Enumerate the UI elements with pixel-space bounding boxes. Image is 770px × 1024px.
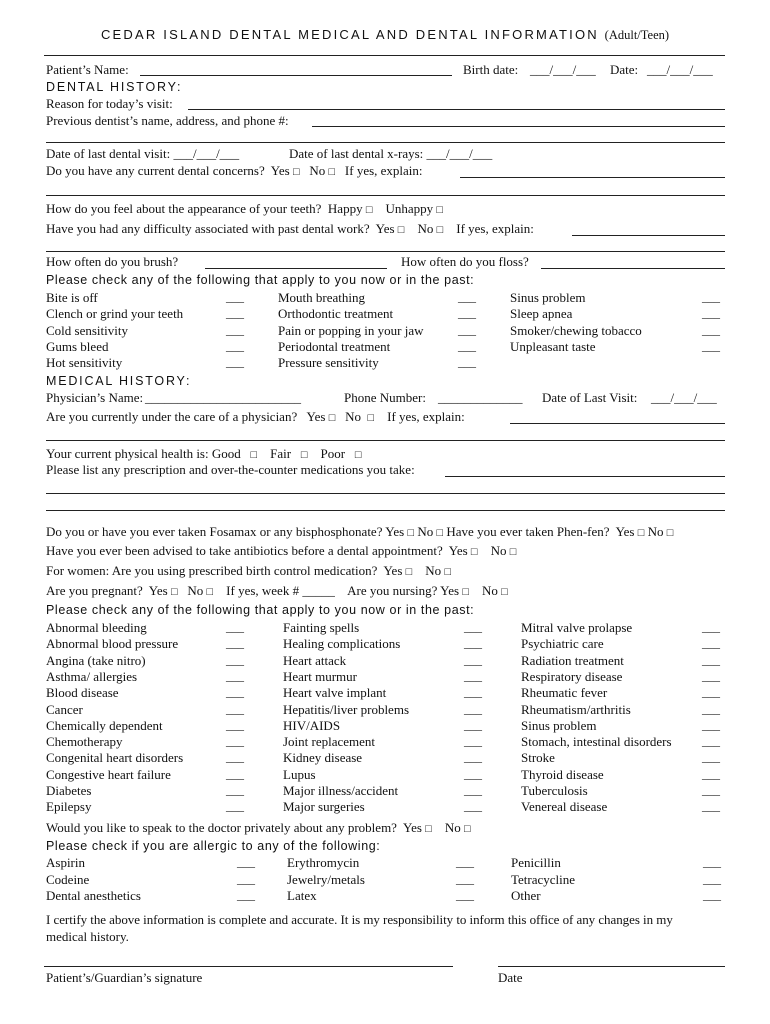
allergy-instruction: Please check if you are allergic to any of the following:: [46, 839, 381, 853]
speak-privately-question: Would you like to speak to the doctor privately about any problem? Yes □ No □: [46, 820, 471, 835]
pregnant-no-checkbox[interactable]: □: [206, 586, 214, 598]
health-fair-checkbox[interactable]: □: [300, 449, 308, 461]
antibiotics-question: Have you ever been advised to take antibiotics before a dental appointment? Yes □ No □: [46, 543, 517, 558]
checklist-item-blank[interactable]: ___: [456, 855, 474, 869]
phone-label: Phone Number:: [344, 390, 426, 405]
physician-name-label: Physician’s Name:: [46, 390, 144, 405]
form-title: CEDAR ISLAND DENTAL MEDICAL AND DENTAL INFORMATION (Adult/Teen): [100, 27, 670, 42]
certification-text-2: medical history.: [46, 929, 129, 944]
patient-name-label: Patient’s Name:: [46, 62, 129, 77]
phenfen-yes-checkbox[interactable]: □: [637, 527, 645, 539]
care-explain-field-2[interactable]: [46, 440, 725, 441]
previous-dentist-field[interactable]: [312, 126, 725, 127]
birth-control-yes-checkbox[interactable]: □: [405, 566, 413, 578]
difficulty-no-checkbox[interactable]: □: [436, 224, 444, 236]
checklist-item-label: Jewelry/metals: [287, 871, 365, 887]
checklist-item-blank[interactable]: ___: [702, 306, 720, 321]
checklist-item-blank[interactable]: ___: [237, 888, 255, 902]
checklist-item-blank[interactable]: ___: [464, 701, 482, 716]
checklist-item-blank[interactable]: ___: [702, 338, 720, 353]
checklist-item-blank[interactable]: ___: [702, 717, 720, 732]
concerns-explain-field-2[interactable]: [46, 195, 725, 196]
checklist-item-blank[interactable]: ___: [458, 355, 476, 370]
checklist-item-label: HIV/AIDS: [283, 717, 341, 733]
checklist-item-label: Clench or grind your teeth: [46, 306, 184, 322]
fosamax-no-checkbox[interactable]: □: [436, 527, 444, 539]
previous-dentist-field-2[interactable]: [46, 142, 725, 143]
checklist-item-label: Congenital heart disorders: [46, 750, 184, 766]
checklist-item-blank[interactable]: ___: [226, 338, 244, 353]
floss-field[interactable]: [541, 268, 725, 269]
speak-yes-checkbox[interactable]: □: [425, 823, 432, 835]
brush-question: How often do you brush?: [46, 254, 179, 269]
checklist-item-blank[interactable]: ___: [226, 799, 244, 814]
date-field[interactable]: ___/___/___: [647, 62, 713, 77]
checklist-item-blank[interactable]: ___: [226, 783, 244, 797]
medications-field[interactable]: [445, 476, 725, 477]
checklist-item-label: Unpleasant taste: [510, 338, 596, 354]
checklist-item-label: Epilepsy: [46, 799, 92, 815]
physical-health-question: Your current physical health is: Good □ Fair □ Poor □: [46, 446, 362, 461]
checklist-item-label: Lupus: [283, 766, 316, 782]
medical-check-instruction: Please check any of the following that apply to you now or in the past:: [46, 603, 475, 617]
checklist-item-label: Bite is off: [46, 290, 98, 305]
checklist-item-blank[interactable]: ___: [458, 338, 476, 353]
checklist-item-label: Major illness/accident: [283, 783, 399, 798]
checklist-item-blank[interactable]: ___: [226, 322, 244, 337]
checklist-item-blank[interactable]: ___: [226, 668, 244, 683]
checklist-item-label: Codeine: [46, 871, 90, 887]
nursing-no-checkbox[interactable]: □: [501, 586, 508, 598]
birth-date-label: Birth date:: [463, 62, 519, 77]
checklist-item-blank[interactable]: ___: [464, 799, 482, 814]
title-rule: [44, 55, 725, 56]
checklist-item-blank[interactable]: ___: [226, 620, 244, 634]
happy-checkbox[interactable]: □: [365, 204, 373, 216]
last-visit-field[interactable]: ___/___/___: [651, 390, 717, 405]
birth-date-field[interactable]: ___/___/___: [530, 62, 596, 77]
checklist-item-label: Mouth breathing: [278, 290, 366, 305]
checklist-item-blank[interactable]: ___: [226, 701, 244, 716]
checklist-item-label: Venereal disease: [521, 799, 608, 815]
phone-field[interactable]: _____________: [438, 390, 523, 405]
checklist-item-label: Periodontal treatment: [278, 338, 391, 354]
checklist-item-label: Other: [511, 888, 541, 903]
checklist-item-label: Sinus problem: [521, 717, 597, 733]
checklist-item-blank[interactable]: ___: [702, 636, 720, 651]
checklist-item-blank[interactable]: ___: [226, 685, 244, 700]
medications-label: Please list any prescription and over-the-counter medications you take:: [46, 462, 415, 477]
checklist-item-blank[interactable]: ___: [458, 322, 476, 337]
checklist-item-blank[interactable]: ___: [226, 734, 244, 749]
medications-field-3[interactable]: [46, 510, 725, 511]
physician-care-question: Are you currently under the care of a physician? Yes □ No □ If yes, explain:: [46, 409, 465, 424]
checklist-item-blank[interactable]: ___: [702, 783, 720, 797]
checklist-item-label: Sleep apnea: [510, 306, 573, 322]
checklist-item-label: Joint replacement: [283, 734, 376, 750]
checklist-item-label: Tetracycline: [511, 871, 576, 887]
checklist-item-blank[interactable]: ___: [702, 668, 720, 683]
checklist-item-label: Heart murmur: [283, 668, 358, 684]
checklist-item-blank[interactable]: ___: [702, 766, 720, 781]
checklist-item-blank[interactable]: ___: [237, 855, 255, 869]
concerns-yes-checkbox[interactable]: □: [292, 166, 300, 178]
checklist-item-blank[interactable]: ___: [456, 871, 474, 886]
checklist-item-blank[interactable]: ___: [464, 685, 482, 700]
last-xrays-field[interactable]: ___/___/___: [426, 146, 493, 161]
fosamax-yes-checkbox[interactable]: □: [407, 527, 415, 539]
checklist-item-label: Chemically dependent: [46, 717, 163, 733]
care-no-checkbox[interactable]: □: [367, 412, 375, 424]
birth-control-question: For women: Are you using prescribed birth control medication? Yes □ No □: [46, 563, 452, 578]
checklist-item-label: Cancer: [46, 701, 83, 717]
health-poor-checkbox[interactable]: □: [354, 449, 362, 461]
checklist-item-blank[interactable]: ___: [702, 685, 720, 700]
appearance-question: How do you feel about the appearance of your teeth? Happy □ Unhappy □: [46, 201, 444, 216]
nursing-yes-checkbox[interactable]: □: [462, 586, 469, 598]
checklist-item-label: Radiation treatment: [521, 652, 624, 668]
checklist-item-label: Gums bleed: [46, 338, 109, 354]
antibiotics-yes-checkbox[interactable]: □: [470, 546, 478, 558]
checklist-item-label: Healing complications: [283, 636, 401, 652]
dental-history-heading: DENTAL HISTORY:: [46, 80, 183, 94]
checklist-item-blank[interactable]: ___: [226, 652, 244, 667]
checklist-item-label: Diabetes: [46, 783, 92, 798]
medications-field-2[interactable]: [46, 493, 725, 494]
checklist-item-label: Mitral valve prolapse: [521, 620, 633, 635]
checklist-item-label: Stomach, intestinal disorders: [521, 734, 672, 750]
checklist-item-label: Pain or popping in your jaw: [278, 322, 424, 338]
checklist-item-blank[interactable]: ___: [703, 855, 721, 869]
checklist-item-label: Erythromycin: [287, 855, 360, 870]
care-yes-checkbox[interactable]: □: [328, 412, 336, 424]
signature-date-line[interactable]: [498, 966, 725, 967]
checklist-item-blank[interactable]: ___: [458, 306, 476, 321]
patient-name-field[interactable]: [140, 75, 452, 76]
last-visit-label: Date of Last Visit:: [542, 390, 638, 405]
checklist-item-blank[interactable]: ___: [702, 620, 720, 634]
checklist-item-label: Chemotherapy: [46, 734, 123, 750]
checklist-item-blank[interactable]: ___: [703, 888, 721, 902]
checklist-item-blank[interactable]: ___: [237, 871, 255, 886]
care-explain-field[interactable]: [510, 423, 725, 424]
checklist-item-blank[interactable]: ___: [464, 734, 482, 749]
checklist-item-label: Rheumatism/arthritis: [521, 701, 631, 717]
previous-dentist-label: Previous dentist’s name, address, and phone #:: [46, 113, 289, 128]
checklist-item-blank[interactable]: ___: [456, 888, 474, 902]
checklist-item-label: Dental anesthetics: [46, 888, 141, 903]
checklist-item-label: Orthodontic treatment: [278, 306, 394, 322]
checklist-item-label: Respiratory disease: [521, 668, 623, 684]
checklist-item-label: Heart valve implant: [283, 685, 387, 701]
physician-name-field[interactable]: ________________________: [145, 390, 301, 405]
checklist-item-label: Blood disease: [46, 685, 119, 701]
checklist-item-label: Tuberculosis: [521, 783, 588, 798]
checklist-item-label: Hot sensitivity: [46, 355, 123, 371]
phenfen-no-checkbox[interactable]: □: [666, 527, 674, 539]
checklist-item-blank[interactable]: ___: [458, 290, 476, 304]
checklist-item-blank[interactable]: ___: [226, 717, 244, 732]
checklist-item-blank[interactable]: ___: [702, 290, 720, 304]
checklist-item-blank[interactable]: ___: [702, 322, 720, 337]
unhappy-checkbox[interactable]: □: [436, 204, 444, 216]
checklist-item-blank[interactable]: ___: [464, 717, 482, 732]
checklist-item-blank[interactable]: ___: [464, 668, 482, 683]
checklist-item-blank[interactable]: ___: [226, 766, 244, 781]
checklist-item-label: Asthma/ allergies: [46, 668, 138, 684]
difficulty-explain-field-2[interactable]: [46, 251, 725, 252]
antibiotics-no-checkbox[interactable]: □: [509, 546, 517, 558]
checklist-item-label: Congestive heart failure: [46, 766, 171, 782]
checklist-item-blank[interactable]: ___: [226, 306, 244, 321]
health-good-checkbox[interactable]: □: [250, 449, 258, 461]
checklist-item-label: Cold sensitivity: [46, 322, 128, 338]
medical-history-heading: MEDICAL HISTORY:: [46, 374, 192, 388]
checklist-item-blank[interactable]: ___: [702, 652, 720, 667]
checklist-item-label: Angina (take nitro): [46, 652, 146, 668]
checklist-item-label: Major surgeries: [283, 799, 365, 815]
fosamax-question: Do you or have you ever taken Fosamax or any bisphosphonate? Yes □ No □ Have you ever taken Phen-fen? Yes □ No □: [46, 524, 674, 539]
checklist-item-label: Sinus problem: [510, 290, 586, 305]
certification-text: I certify the above information is complete and accurate. It is my responsibility to inform this office of any changes in my: [46, 912, 673, 927]
signature-line[interactable]: [44, 966, 453, 967]
checklist-item-blank[interactable]: ___: [464, 750, 482, 765]
checklist-item-blank[interactable]: ___: [226, 355, 244, 370]
signature-label: Patient’s/Guardian’s signature: [46, 970, 203, 985]
checklist-item-blank[interactable]: ___: [703, 871, 721, 886]
last-dental-visit: Date of last dental visit: ___/___/___: [46, 146, 240, 161]
concerns-explain-field[interactable]: [460, 177, 725, 178]
checklist-item-blank[interactable]: ___: [226, 290, 244, 304]
checklist-item-label: Hepatitis/liver problems: [283, 701, 410, 717]
floss-question: How often do you floss?: [401, 254, 529, 269]
checklist-item-blank[interactable]: ___: [226, 636, 244, 651]
concerns-no-checkbox[interactable]: □: [328, 166, 336, 178]
dental-check-instruction: Please check any of the following that apply to you now or in the past:: [46, 273, 475, 287]
dental-concerns-question: Do you have any current dental concerns? Yes □ No □ If yes, explain:: [46, 163, 423, 178]
date-label: Date:: [610, 62, 639, 77]
checklist-item-blank[interactable]: ___: [702, 701, 720, 716]
checklist-item-label: Abnormal blood pressure: [46, 636, 179, 652]
checklist-item-blank[interactable]: ___: [464, 652, 482, 667]
checklist-item-label: Stroke: [521, 750, 555, 766]
reason-label: Reason for today’s visit:: [46, 96, 173, 111]
checklist-item-label: Heart attack: [283, 652, 347, 668]
checklist-item-blank[interactable]: ___: [464, 620, 482, 634]
checklist-item-label: Smoker/chewing tobacco: [510, 322, 642, 338]
pregnant-question: Are you pregnant? Yes □ No □ If yes, week # _____ Are you nursing? Yes □ No □: [46, 583, 508, 598]
last-xrays: Date of last dental x-rays: ___/___/___: [289, 146, 493, 161]
checklist-item-blank[interactable]: ___: [464, 783, 482, 797]
checklist-item-blank[interactable]: ___: [464, 636, 482, 651]
speak-no-checkbox[interactable]: □: [463, 823, 471, 835]
checklist-item-blank[interactable]: ___: [464, 766, 482, 781]
difficulty-yes-checkbox[interactable]: □: [397, 224, 405, 236]
difficulty-explain-field[interactable]: [572, 235, 725, 236]
checklist-item-label: Pressure sensitivity: [278, 355, 379, 371]
week-field[interactable]: _____: [302, 583, 335, 598]
reason-field[interactable]: [188, 109, 725, 110]
checklist-item-label: Abnormal bleeding: [46, 620, 147, 635]
checklist-item-label: Latex: [287, 888, 317, 903]
checklist-item-label: Kidney disease: [283, 750, 363, 766]
signature-date-label: Date: [498, 970, 523, 985]
checklist-item-label: Fainting spells: [283, 620, 360, 635]
checklist-item-label: Thyroid disease: [521, 766, 604, 782]
checklist-item-blank[interactable]: ___: [702, 734, 720, 749]
birth-control-no-checkbox[interactable]: □: [444, 566, 452, 578]
checklist-item-blank[interactable]: ___: [226, 750, 244, 765]
pregnant-yes-checkbox[interactable]: □: [170, 586, 178, 598]
checklist-item-label: Penicillin: [511, 855, 561, 870]
checklist-item-label: Psychiatric care: [521, 636, 604, 652]
difficulty-question: Have you had any difficulty associated with past dental work? Yes □ No □ If yes, explain:: [46, 221, 534, 236]
checklist-item-blank[interactable]: ___: [702, 799, 720, 814]
checklist-item-label: Rheumatic fever: [521, 685, 608, 701]
checklist-item-label: Aspirin: [46, 855, 85, 870]
last-dental-visit-field[interactable]: ___/___/___: [173, 146, 240, 161]
checklist-item-blank[interactable]: ___: [702, 750, 720, 765]
brush-field[interactable]: [205, 268, 387, 269]
